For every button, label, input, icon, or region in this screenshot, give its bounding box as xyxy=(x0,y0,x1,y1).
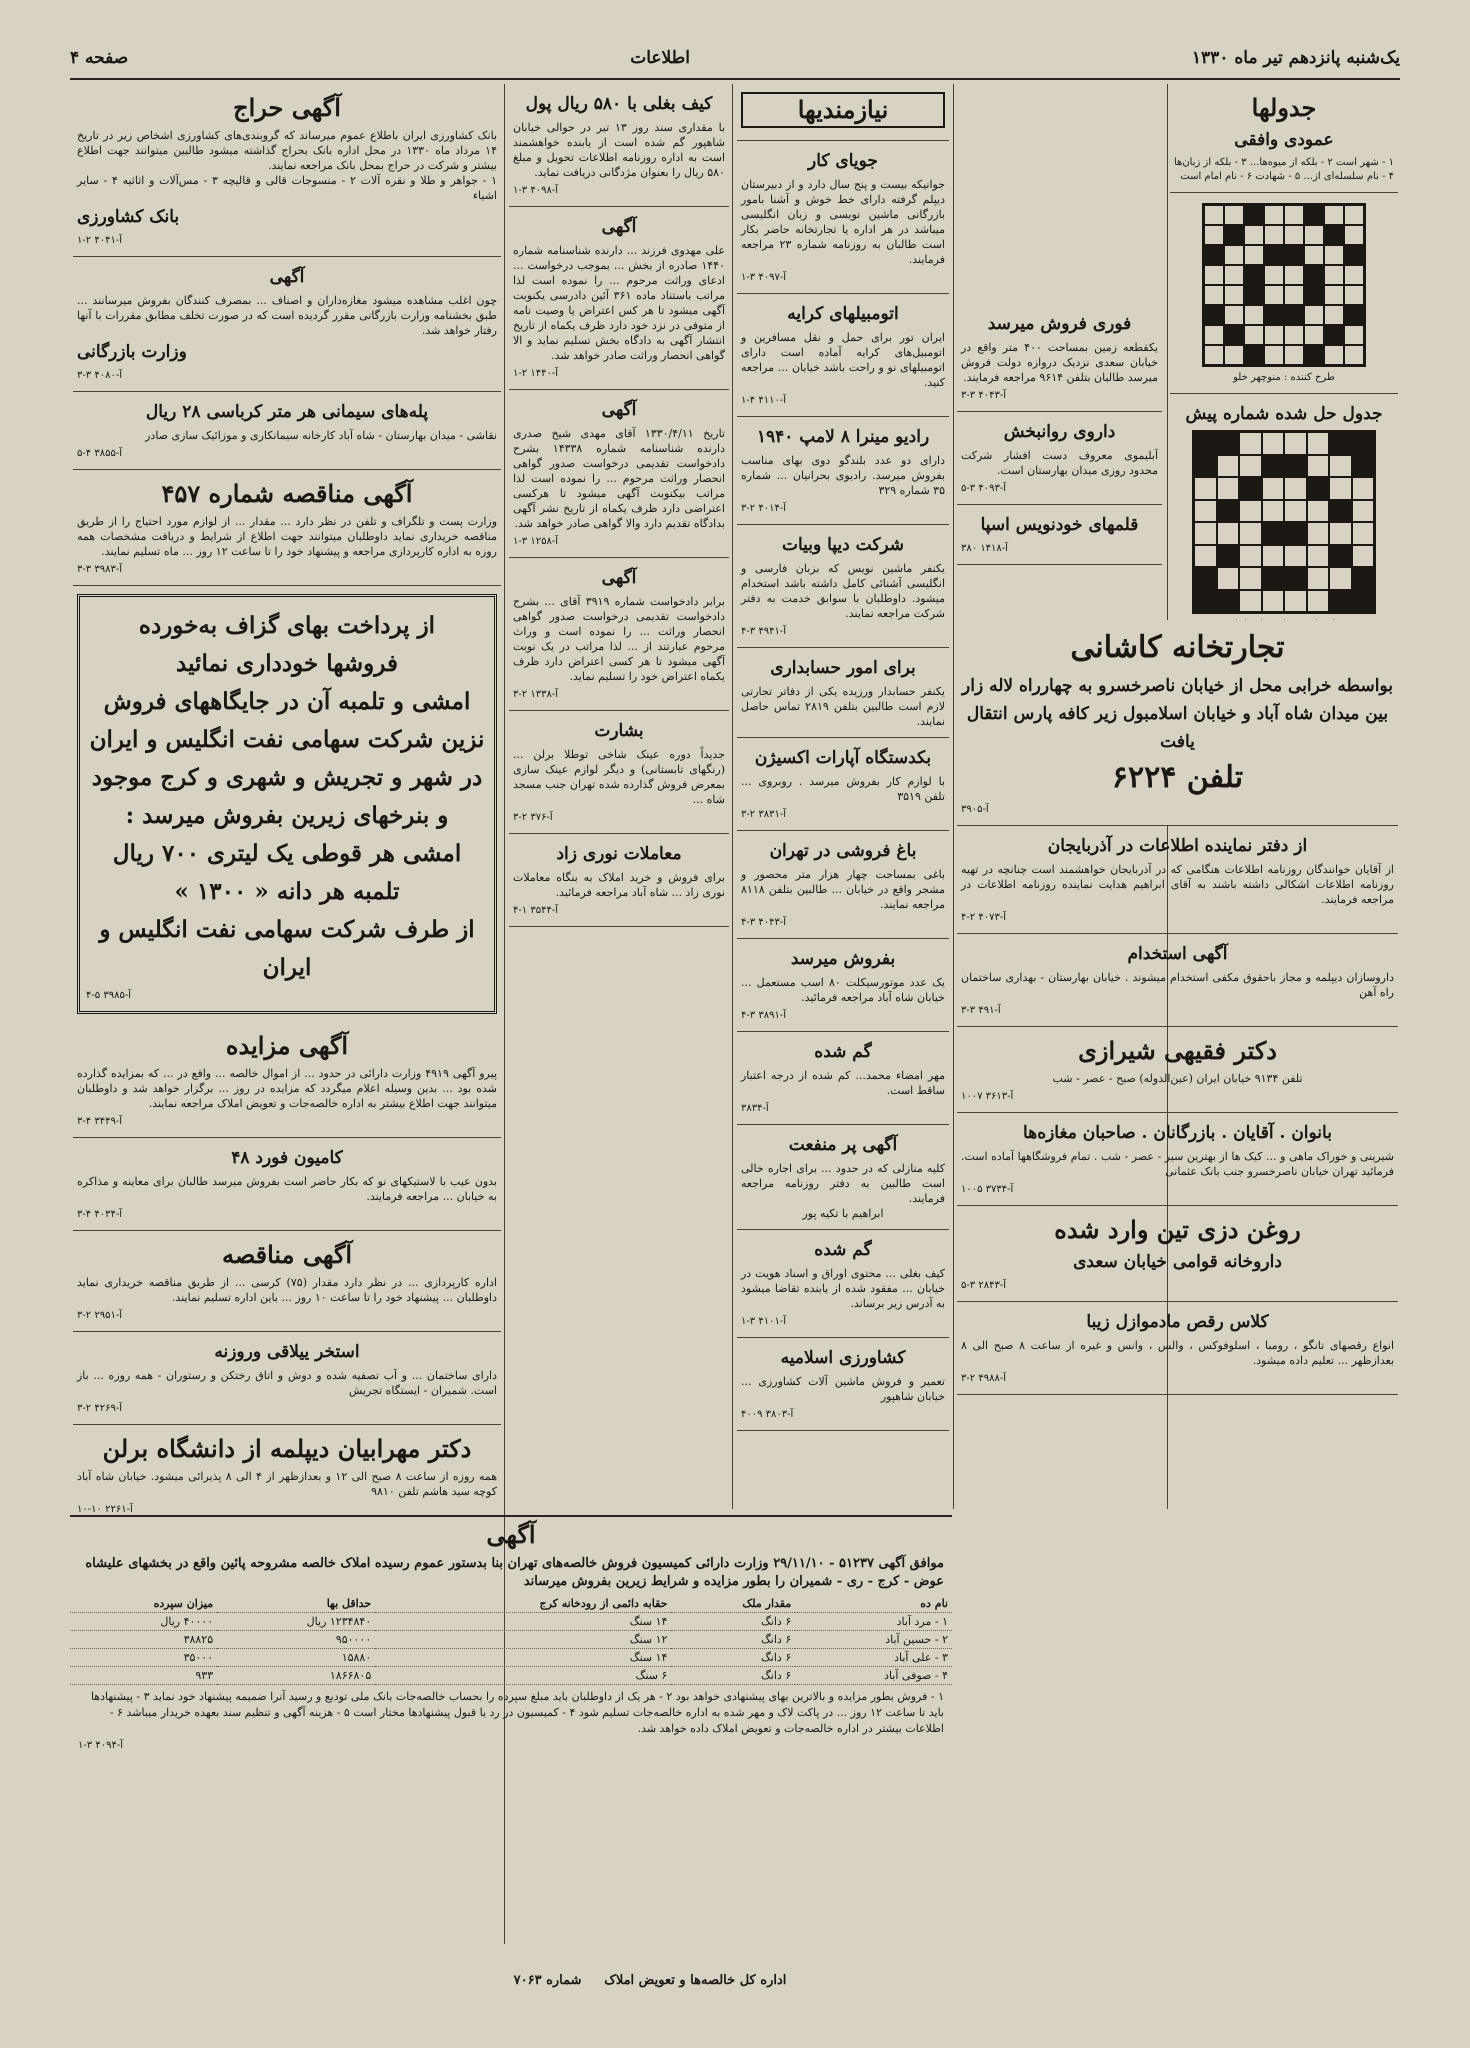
ad-job-title: جویای کار xyxy=(808,151,878,171)
ad-oil-line: از طرف شرکت سهامی نفت انگلیس و ایران xyxy=(99,916,475,981)
ad-code: آ-۲۹۵۱ ۲-۳ xyxy=(77,1310,122,1321)
ad-oxygen-text: با لوازم کار بفروش میرسد . روبروی ... تلفن ۳۵۱۹ xyxy=(741,775,945,803)
ad-moamelat xyxy=(509,834,729,927)
classifieds-header xyxy=(737,84,949,141)
ad-moamelat-title: معاملات نوری زاد xyxy=(556,844,682,864)
ad-oil-line: از پرداخت بهای گزاف به‌خورده xyxy=(138,612,436,639)
notice-1 xyxy=(509,207,729,390)
ad-oil-line: نزین شرکت سهامی نفت انگلیس و ایران xyxy=(89,726,485,753)
ad-dipa xyxy=(737,525,949,648)
ad-gom xyxy=(737,1032,949,1125)
ad-roghan-title: روغن دزی تین وارد شده xyxy=(1054,1215,1301,1244)
ad-mozayede xyxy=(73,1022,501,1138)
ad-monaqese-2 xyxy=(73,1231,501,1332)
ad-tejarat-text: بواسطه خرابی محل از خیابان ناصرخسرو به چهارراه لاله زار بین میدان شاه آباد و خیابان اسلامبول زیر کافه پارس انتقال یافت xyxy=(962,676,1393,752)
ad-haraj-text: بانک کشاورزی ایران باطلاع عموم میرساند که گروبندی‌های کشاورزی اشخاص زیر در تاریخ ۱۴ مرداد ماه ۱۳۳۰ در محل اداره بانک بحراج گذاشته میشود طالبین میتوانند جهت اطلاع بیشتر و شرکت در حراج بمحل بانک مراجعه نمایند. xyxy=(77,129,497,172)
ad-cars xyxy=(737,294,949,417)
ad-forush-text: یکقطعه زمین بمساحت ۴۰۰ متر واقع در خیابان سعدی نزدیک دروازه دولت فروش میرسد طالبان بتلفن ۹۶۱۴ مراجعه فرمایند. xyxy=(961,341,1158,384)
ad-code: آ-۴۹۸۸ ۲-۳ xyxy=(961,1373,1006,1384)
ad-besharat-text: جدیداً دوره عینک شاخی توطلا برلن ... (رنگهای تابستانی) و دیگر لوازم عینک سازی بمعرض فروش گذارده شده تهران جنب مسجد شاه ... xyxy=(513,748,725,806)
ad-code: آ-۳۹۰۵ xyxy=(961,804,989,815)
notice-3-title: آگهی xyxy=(601,568,637,588)
ad-azarbaijan-title: از دفتر نماینده اطلاعات در آذربایجان xyxy=(1047,836,1308,856)
ad-forush xyxy=(957,304,1162,412)
ad-code: آ-۴۰۴۳ ۳-۳ xyxy=(961,390,1006,401)
table-row xyxy=(70,1649,952,1667)
ad-doctor-mehrabian xyxy=(73,1425,501,1525)
ad-code: آ-۴۰۱۴ ۲-۳ xyxy=(741,503,786,514)
ad-khaleseh-footer xyxy=(350,1973,950,1988)
ad-code: آ-۱۲۵۸ ۳-۱ xyxy=(513,536,558,547)
ad-doctor-faghihi xyxy=(957,1027,1398,1113)
ad-monaqese2-text: اداره کارپردازی ... در نظر دارد مقدار (۷۵) کرسی ... از طریق مناقصه خریداری نماید داوطلبان ... پیشنهاد خود را تا ساعت ۱۰ روز ... باین اداره تسلیم نمایند. xyxy=(77,1276,497,1304)
table-cell: ۴۰۰۰۰ ریال xyxy=(70,1613,217,1631)
table-header: میزان سپرده xyxy=(70,1595,217,1613)
ad-haraj-title: آگهی حراج xyxy=(233,93,341,122)
ad-bazargani-text: چون اغلب مشاهده میشود مغازه‌داران و اصناف ... بمصرف کنندگان بفروش میرسانند ... طبق بخشنامه وزارت بازرگانی مقرر گردیده است که در صورت تخلف مطابق مقررات با آنها رفتار خواهد شد. xyxy=(77,294,497,337)
ad-code: آ-۴۰۷۳ ۲-۴ xyxy=(961,912,1006,923)
ad-drug-title: داروی روانبخش xyxy=(1003,422,1116,442)
ad-monaqese-457 xyxy=(73,470,501,586)
ad-doctor-faghihi-title: دکتر فقیهی شیرازی xyxy=(1078,1036,1277,1065)
ad-code: آ-۴۱۰۱ ۳-۱ xyxy=(741,1316,786,1327)
ad-omur xyxy=(737,648,949,738)
table-header: حداقل بها xyxy=(217,1595,375,1613)
ad-code: آ-۱۴۱۸ ۳۸۰ xyxy=(961,543,1008,554)
ad-forush2 xyxy=(737,939,949,1032)
wide-ads xyxy=(957,620,1398,1510)
table-cell: ۱ - مرد آباد xyxy=(795,1613,952,1631)
ad-haraj-sign: بانک کشاورزی xyxy=(77,207,180,227)
page-number: صفحه ۴ xyxy=(70,48,129,68)
ad-code: آ-۳۶۱۳ ۱۰۰۷ xyxy=(961,1091,1014,1102)
paper-name: اطلاعات xyxy=(630,48,690,68)
solution-grid xyxy=(1192,430,1376,614)
ad-code: آ-۲۸۴۳ ۳-۵ xyxy=(961,1280,1006,1291)
notice-3-text: برابر دادخواست شماره ۳۹۱۹ آقای ... بشرح دادخواست تقدیمی درخواست صدور گواهی انحصار وراثت ... را نموده است و وراث مرحوم عبارتند از ... لذا مراتب در یک نوبت آگهی میشود تا هر کسی اعتراض دارد ظرف یکماه اعتراض خود را تسلیم نماید. xyxy=(513,595,725,683)
solution-block xyxy=(1170,394,1398,641)
ad-pens-title: قلمهای خودنویس اسپا xyxy=(980,515,1139,535)
ad-code: آ-۴۰۴۱ ۲-۱ xyxy=(77,235,122,246)
ad-code: آ-۴۰۳۴ ۴-۳ xyxy=(77,1209,122,1220)
ad-monaqese2-title: آگهی مناقصه xyxy=(221,1240,353,1269)
ad-kif xyxy=(509,84,729,207)
table-cell: ۳۸۸۲۵ xyxy=(70,1631,217,1649)
solution-title: جدول حل شده شماره پیش xyxy=(1185,404,1383,424)
column-classifieds xyxy=(737,84,949,1509)
ad-code: آ-۳۹۸۳ ۳-۳ xyxy=(77,564,122,575)
ad-code: آ-۳۴۴۹ ۴-۳ xyxy=(77,1116,122,1127)
ad-job xyxy=(737,141,949,294)
ad-khaleseh-table xyxy=(70,1595,952,1685)
ad-pele-text: نقاشی - میدان بهارستان - شاه آباد کارخانه سیمانکاری و موزائیک سازی صادر xyxy=(145,429,497,442)
notice-2-text: تاریخ ۱۳۳۰/۴/۱۱ آقای مهدی شیخ صدری دارنده شناسنامه شماره ۱۴۳۳۸ بشرح دادخواست تقدیمی درخواست صدور گواهی انحصار وراثت مرحوم ... را نموده است لذا مراتب بیکنوبت آگهی میشود تا هرکسی اعتراضی دارد ظرف یکماه از تاریخ نشر آگهی بدادگاه تقدیم دارد والا گواهی صادر خواهد شد. xyxy=(513,427,725,530)
ad-keshavarzi-title: کشاورزی اسلامیه xyxy=(780,1348,906,1368)
ad-kamyon-title: کامیون فورد ۴۸ xyxy=(231,1148,343,1168)
ad-gom2-text: کیف بغلی ... محتوی اوراق و اسناد هویت در خیابان ... مفقود شده از یابنده تقاضا میشود به آدرس زیر برساند. xyxy=(741,1267,945,1310)
ad-dipa-title: شرکت دیپا وبیات xyxy=(781,535,905,555)
ad-dipa-text: یکنفر ماشین نویس که بزبان فارسی و انگلیسی آشنائی کامل داشته باشد استخدام میشود. داوطلبان با سوابق خدمت به دفتر شرکت مراجعه نمایند. xyxy=(741,562,945,620)
ad-dance xyxy=(957,1302,1398,1395)
ad-khaleseh-intro: موافق آگهی ۵۱۲۳۷ - ۲۹/۱۱/۱۰ وزارت دارائی کمیسیون فروش خالصه‌های تهران بنا بدستور عموم رسیده املاک خالصه مشروحه پائین واقع در بخشهای علیشاه عوض - کرج - ری - شمیران را بطور مزایده و شرایط زیرین بفروش میرساند xyxy=(85,1556,944,1589)
table-cell: ۶ دانگ xyxy=(671,1667,795,1685)
ad-oxygen-title: بکدستگاه آپارات اکسیژن xyxy=(754,748,932,768)
table-row xyxy=(70,1667,952,1685)
ad-code: آ-۴۰۹۸ ۳-۱ xyxy=(513,185,558,196)
ad-oil-line: امشی و تلمبه آن در جایگاههای فروش xyxy=(103,688,471,715)
table-cell: ۳ - علی آباد xyxy=(795,1649,952,1667)
ad-khaleseh-title: آگهی xyxy=(486,1520,536,1549)
ad-monfaat-sign: ابراهیم با تکیه پور xyxy=(802,1207,884,1220)
table-header-row xyxy=(70,1595,952,1613)
ad-pele-title: پله‌های سیمانی هر متر کرباسی ۲۸ ریال xyxy=(145,402,429,422)
ad-banovan xyxy=(957,1113,1398,1206)
ad-azarbaijan xyxy=(957,826,1398,934)
table-cell: ۳۵۰۰۰ xyxy=(70,1649,217,1667)
crossword-subtitle: عمودی وافقی xyxy=(1234,130,1334,150)
ad-roghan-sub: داروخانه قوامی خیابان سعدی xyxy=(1073,1252,1282,1272)
ad-oil-company xyxy=(77,594,497,1014)
notice-2-title: آگهی xyxy=(601,400,637,420)
ad-code: آ-۳۹۸۵ ۵-۴ xyxy=(86,990,131,1001)
ad-monaqese-title: آگهی مناقصه شماره ۴۵۷ xyxy=(161,479,413,508)
ad-monfaat xyxy=(737,1125,949,1230)
ad-bagh xyxy=(737,831,949,939)
ad-oil-line: تلمبه هر دانه « ۱۳۰۰ » xyxy=(174,878,400,905)
ad-code: آ-۳۷۶ ۲-۳ xyxy=(513,812,553,823)
ad-code: آ-۳۷۳۴ ۱۰۰۵ xyxy=(961,1184,1014,1195)
ad-code: آ-۳۸۵۵ ۴-۵ xyxy=(77,448,122,459)
ad-code: آ-۲۲۶۱ ۱۰-۱۰ xyxy=(77,1504,133,1515)
ad-estakhr-title: استخر ییلاقی وروزنه xyxy=(214,1342,360,1362)
ad-cars-text: ایران تور برای حمل و نقل مسافرین و اتومبیل‌های کرایه آماده است دارای اتومبیلهای نو و راحت باشد خیابان ... مراجعه کنید. xyxy=(741,331,945,389)
ad-haraj xyxy=(73,84,501,257)
ad-code: آ-۴۰۴۳ ۳-۴ xyxy=(741,917,786,928)
crossword-title: جدولها xyxy=(1251,93,1317,122)
ad-keshavarzi-text: تعمیر و فروش ماشین آلات کشاورزی ... خیابان شاهپور xyxy=(741,1375,945,1403)
ad-doctor-mehrabian-title: دکتر مهرابیان دیپلمه از دانشگاه برلن xyxy=(102,1434,472,1463)
classifieds-title: نیازمندیها xyxy=(741,92,945,128)
ad-mozayede-title: آگهی مزایده xyxy=(225,1031,349,1060)
ad-cars-title: اتومبیلهای کرایه xyxy=(787,304,899,324)
ad-bazargani-sign: وزارت بازرگانی xyxy=(77,342,187,362)
ad-oil-line: امشی هر قوطی یک لیتری ۷۰۰ ریال xyxy=(112,840,462,867)
table-cell: ۱۲ سنگ xyxy=(375,1631,671,1649)
crossword-credit: طرح کننده : منوچهر خلو xyxy=(1233,372,1335,383)
ad-tejarat-title: تجارتخانه کاشانی xyxy=(1070,630,1285,665)
ad-gom-title: گم شده xyxy=(814,1042,872,1062)
ad-gom-text: مهر امضاء محمد... کم شده از درجه اعتبار ساقط است. xyxy=(741,1069,945,1097)
ad-moamelat-text: برای فروش و خرید املاک به بنگاه معاملات نوری زاد ... شاه آباد مراجعه فرمائید. xyxy=(513,871,725,899)
table-cell: ۴ - صوفی آباد xyxy=(795,1667,952,1685)
ad-code: آ-۳۸۹۱ ۳-۴ xyxy=(741,1010,786,1021)
ad-pele xyxy=(73,392,501,470)
ad-dance-text: انواع رقصهای تانگو ، رومبا ، اسلوفوکس ، والس ، وانس و غیره از ساعت ۸ صبح الی ۸ بعدازظهر ... تعلیم داده میشود. xyxy=(961,1339,1395,1367)
table-cell: ۱۴ سنگ xyxy=(375,1649,671,1667)
ad-banovan-text: شیرینی و خوراک ماهی و ... کیک ها از بهترین سیر - عصر - شب . تمام فروشگاهها آماده است. فرمائید تهران خیابان ناصرخسرو جنب بانک عثمانی xyxy=(961,1150,1394,1178)
table-cell: ۱۵۸۸۰ xyxy=(217,1649,375,1667)
ad-code: آ-۴۹۱ ۳-۳ xyxy=(961,1005,1001,1016)
ad-monfaat-text: کلیه منازلی که در حدود ... برای اجاره خالی است طالبین به دفتر روزنامه مراجعه فرمایند. xyxy=(741,1162,945,1205)
ad-kif-text: با مقداری سند روز ۱۳ تیر در حوالی خیابان شاهپور گم شده است از یابنده خواهشمند است به اداره روزنامه اطلاعات تحویل و مبلغ ۵۸۰ ریال را بعنوان مژدگانی دریافت نماید. xyxy=(513,121,726,179)
notice-1-title: آگهی xyxy=(601,217,637,237)
ad-code: آ-۴۰۸۰ ۳-۳ xyxy=(77,370,122,381)
ad-roghan xyxy=(957,1206,1398,1302)
notice-3 xyxy=(509,558,729,711)
ad-code: آ-۳۵۴۴ ۱-۴ xyxy=(513,905,558,916)
ad-monaqese-text: وزارت پست و تلگراف و تلفن در نظر دارد ... مقدار ... از لوازم مورد احتیاج را از طریق مناقصه خریداری نماید داوطلبان میتوانند جهت اطلاع از شرایط و دریافت مشخصات همه روزه به اداره کارپردازی مراجعه و پیشنهاد خود را تا ساعت ۱۲ روز ... ماه تسلیم نمایند. xyxy=(77,515,497,558)
column-rule xyxy=(732,84,733,1509)
ad-forush-title: فوری فروش میرسد xyxy=(987,314,1132,334)
ad-code: آ-۴۰۹۳ ۳-۵ xyxy=(961,483,1006,494)
ad-radio xyxy=(737,417,949,525)
ad-estakhr xyxy=(73,1332,501,1425)
ad-banovan-title: بانوان . آقایان . بازرگانان . صاحبان مغازه‌ها xyxy=(1023,1123,1332,1143)
table-cell: ۶ دانگ xyxy=(671,1631,795,1649)
table-cell: ۹۳۳ xyxy=(70,1667,217,1685)
ad-bazargani-title: آگهی xyxy=(269,267,305,287)
table-cell: ۹۵۰۰۰۰ xyxy=(217,1631,375,1649)
ad-khaleseh-sale xyxy=(70,1515,952,1947)
ad-tejarat-phone: تلفن ۶۲۲۴ xyxy=(1111,760,1244,795)
ad-monfaat-title: آگهی پر منفعت xyxy=(788,1135,898,1155)
table-cell: ۱۲۳۴۸۴۰ ریال xyxy=(217,1613,375,1631)
table-cell: ۶ سنگ xyxy=(375,1667,671,1685)
ad-bazargani xyxy=(73,257,501,392)
table-cell: ۲ - حسین آباد xyxy=(795,1631,952,1649)
notice-1-text: علی مهدوی فرزند ... دارنده شناسنامه شماره ۱۴۴۰ صادره از بخش ... بموجب درخواست ... ادعای وراثت مرحوم ... را نموده است لذا مراتب باستناد ماده ۳۶۱ آئین دادرسی یکنوبت آگهی میشود تا هر کس اعتراض یا وصیت نامه از متوفی در نزد خود دارد ظرف یکماه از تاریخ انتشار آگهی به دادگاه بخش تسلیم نماید و الا گواهی انحصار وراثت صادر خواهد شد. xyxy=(513,244,726,362)
ad-kamyon xyxy=(73,1138,501,1231)
ad-haraj-items: ۱ - جواهر و طلا و نقره آلات ۲ - منسوجات قالی و قالیچه ۳ - مس‌آلات و اثاثیه ۴ - سایر اشیاء xyxy=(77,174,497,202)
footer-number: شماره ۷۰۶۳ xyxy=(513,1973,582,1988)
crossword-clues: ۱ - شهر است ۲ - بلکه از میوه‌ها... ۳ - بلکه از زبان‌ها ۴ - نام سلسله‌ای از... ۵ - شهادت ۶ - نام امام است xyxy=(1174,157,1394,182)
ad-oil-line: فروشها خودداری نمائید xyxy=(176,650,398,677)
ad-kif-title: کیف بغلی با ۵۸۰ ریال پول xyxy=(525,94,713,114)
ad-code: آ-۴۰۹۷ ۳-۱ xyxy=(741,272,786,283)
ad-code: آ-۱۳۳۸ ۲-۳ xyxy=(513,689,558,700)
table-cell: ۱۴ سنگ xyxy=(375,1613,671,1631)
ad-oil-line: و بنرخهای زیرین بفروش میرسد : xyxy=(125,802,449,829)
ad-omur-text: یکنفر حسابدار ورزیده یکی از دفاتر تجارتی لازم است طالبین بتلفن ۲۸۱۹ تماس حاصل نمایند. xyxy=(741,685,946,728)
footer-office: اداره کل خالصه‌ها و تعویض املاک xyxy=(604,1973,787,1988)
ad-radio-text: دارای دو عدد بلندگو دوی بهای مناسب بفروش میرسد. رادیوی بحرانیان ... شماره ۳۵ شماره ۳۲۹ xyxy=(741,454,945,497)
ad-code: آ-۴۹۴۱ ۳-۴ xyxy=(741,626,786,637)
table-header: مقدار ملک xyxy=(671,1595,795,1613)
ad-omur-title: برای امور حسابداری xyxy=(770,658,916,678)
ad-code: آ-۴۱۱۰ ۴-۱ xyxy=(741,395,786,406)
ad-doctor-faghihi-text: تلفن ۹۱۳۴ خیابان ایران (عین‌الدوله) صبح - عصر - شب xyxy=(1052,1072,1303,1085)
table-row xyxy=(70,1631,952,1649)
ad-forush2-text: یک عدد موتورسیکلت ۸۰ اسب مستعمل ... خیابان شاه آباد مراجعه فرمائید. xyxy=(741,976,945,1004)
ad-khaleseh-terms: ۱ - فروش بطور مزایده و بالاترین بهای پیشنهادی خواهد بود ۲ - هر یک از داوطلبان باید مبلغ سپرده را بحساب خالصه‌جات بانک ملی تودیع و رسید آنرا ضمیمه پیشنهاد خود نماید ۳ - پیشنهادها باید تا ساعت ۱۲ روز ... در پاکت لاک و مهر شده به اداره خالصه‌جات تسلیم شود ۴ - کمیسیون در رد یا قبول پیشنهادها مختار است ۵ - هزینه آگهی و تنظیم سند بعهده خریدار میباشد ۶ - اطلاعات بیشتر در اداره خالصه‌جات و تعویض املاک داده خواهد شد. xyxy=(90,1690,944,1735)
ad-estekhdam xyxy=(957,934,1398,1027)
column-legal-notices xyxy=(509,84,729,1509)
notice-2 xyxy=(509,390,729,558)
ad-estekhdam-title: آگهی استخدام xyxy=(1127,944,1228,964)
ad-kamyon-text: بدون عیب با لاستیکهای نو که بکار حاضر است بفروش میرسد طالبان برای معاینه و مذاکره به خیابان ... مراجعه فرمایند. xyxy=(77,1175,497,1203)
ad-besharat xyxy=(509,711,729,834)
ad-estekhdam-text: داروسازان دیپلمه و مجاز باحقوق مکفی استخدام میشوند . خیابان بهارستان - بهداری ساختمان راه آهن xyxy=(961,971,1394,999)
ad-gom2-title: گم شده xyxy=(814,1240,872,1260)
ad-code: آ-۳۸۳۱ ۲-۳ xyxy=(741,809,786,820)
crossword-grid xyxy=(1202,203,1366,367)
ad-azarbaijan-text: از آقایان خوانندگان روزنامه اطلاعات هنگامی که در آذربایجان خواهشمند است چنانچه در تهیه روزنامه اطلاعات اشکالی داشته باشند به آقای ابراهیم هدایت نماینده روزنامه اطلاعات در مراجعه فرمایند. xyxy=(961,863,1394,906)
ad-code: آ-۴۰۹۴ ۳-۱ xyxy=(78,1740,123,1751)
column-rule xyxy=(953,84,954,1509)
ad-dance-title: کلاس رقص مادموازل زیبا xyxy=(1086,1312,1269,1332)
table-cell: ۶ دانگ xyxy=(671,1649,795,1667)
ad-besharat-title: بشارت xyxy=(594,721,644,741)
table-cell: ۱۸۶۶۸۰۵ xyxy=(217,1667,375,1685)
table-header: نام ده xyxy=(795,1595,952,1613)
ad-gom2 xyxy=(737,1230,949,1338)
ad-oil-line: در شهر و تجریش و شهری و کرج موجود xyxy=(91,764,483,791)
ad-code: آ-۱۴۴۰ ۲-۱ xyxy=(513,368,558,379)
ad-forush2-title: بفروش میرسد xyxy=(790,949,896,969)
ad-pens xyxy=(957,505,1162,565)
ad-drug xyxy=(957,412,1162,505)
ad-oxygen xyxy=(737,738,949,831)
issue-date: یک‌شنبه پانزدهم تیر ماه ۱۳۳۰ xyxy=(1191,48,1400,68)
table-cell: ۶ دانگ xyxy=(671,1613,795,1631)
ad-estakhr-text: دارای ساختمان ... و آب تصفیه شده و دوش و اتاق رختکن و رستوران - همه روزه ... باز است. شمیران - ایستگاه تجریش xyxy=(77,1369,497,1397)
masthead xyxy=(70,38,1400,80)
ad-bagh-text: باغی بمساحت چهار هزار متر محصور و مشجر واقع در خیابان ... طالبین بتلفن ۸۱۱۸ مراجعه نمایند. xyxy=(741,868,945,911)
crossword-block xyxy=(1170,84,1398,193)
table-header: حقابه دائمی از رودخانه کرج xyxy=(375,1595,671,1613)
ad-code: آ-۴۲۶۹ ۲-۳ xyxy=(77,1403,122,1414)
table-row xyxy=(70,1613,952,1631)
ad-radio-title: رادیو مینرا ۸ لامپ ۱۹۴۰ xyxy=(756,427,930,447)
ad-keshavarzi xyxy=(737,1338,949,1431)
ad-job-text: جوانیکه بیست و پنج سال دارد و از دبیرستان دیپلم گرفته دارای خط خوش و آشنا بامور بازرگانی ماشین نویسی و زبان انگلیسی میباشد در هر اداره یا تجارتخانه حاضر بکار است طالبان به روزنامه شماره ۲۳ مراجعه فرمایند. xyxy=(741,178,945,266)
ad-code: آ-۳۸۰۳ ۴۰۰۹ xyxy=(741,1409,794,1420)
ad-doctor-mehrabian-text: همه روزه از ساعت ۸ صبح الی ۱۲ و بعدازظهر از ۴ الی ۸ پذیرائی میشود. خیابان شاه آباد کوچه سید هاشم تلفن ۹۸۱۰ xyxy=(77,1470,498,1498)
ad-tejarat xyxy=(957,620,1398,826)
ad-bagh-title: باغ فروشی در تهران xyxy=(769,841,917,861)
ad-mozayede-text: پیرو آگهی ۴۹۱۹ وزارت دارائی در حدود ... از اموال خالصه ... واقع در ... که بمزایده گذارده شده بود ... بدین وسیله اعلام میگردد که مزایده در روز ... برگزار خواهد شد و داوطلبان میتوانند جهت اطلاع بیشتر به اداره خالصه‌جات و تعویض املاک مراجعه نمایند. xyxy=(77,1067,497,1110)
ad-drug-text: آبلیموی معروف دست افشار شرکت محدود روزی میدان بهارستان است. xyxy=(961,449,1158,477)
crossword-grid-block xyxy=(1170,193,1398,394)
ad-code: آ-۳۸۳۴ xyxy=(741,1103,769,1114)
